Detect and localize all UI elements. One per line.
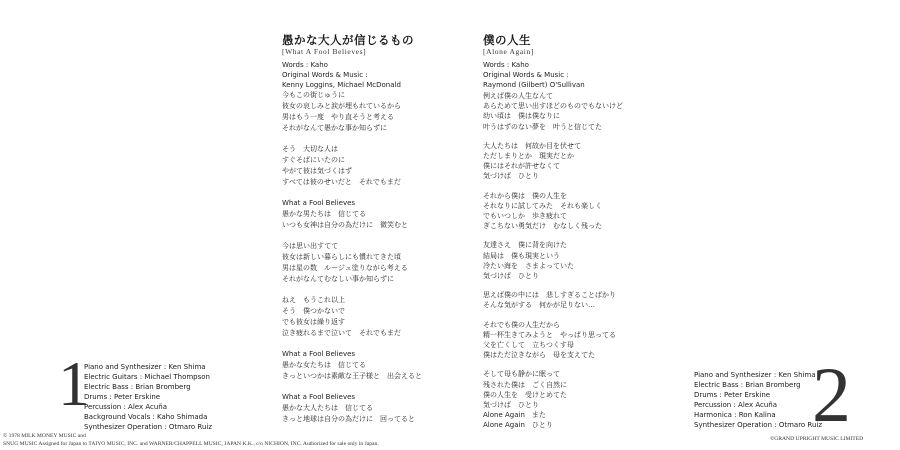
track-number-1: 1: [58, 348, 90, 419]
lyric-stanza: [282, 144, 422, 188]
song2-credit-original: Original Words & Music :: [483, 71, 569, 79]
lyric-stanza: [282, 241, 422, 285]
lyric-line: きっと地球は自分の為だけに 回ってると: [282, 415, 415, 423]
musician-credit: Electric Guitars : Michael Thompson: [84, 373, 210, 381]
lyric-line: 残された僕は ごく自然に: [483, 380, 567, 389]
lyric-line: 彼女の哀しみと涙が埋もれているから: [282, 102, 401, 110]
lyric-stanza: [282, 90, 422, 134]
musician-credit: Drums : Peter Erskine: [694, 391, 771, 399]
song1-subtitle: [What A Fool Believes]: [282, 47, 367, 56]
lyric-line: 気づけば ひとり: [483, 272, 539, 281]
lyric-line: 精一杯生きてみようと やっぱり思ってる: [483, 330, 616, 339]
lyric-stanza: [483, 91, 623, 132]
musician-credit: Synthesizer Operation : Otmaro Ruiz: [694, 421, 823, 429]
copyright-line: © 1978 MILK MONEY MUSIC and: [3, 433, 86, 439]
lyric-stanza: [483, 240, 623, 281]
lyric-line: 僕はただ泣きながら 母を支えてた: [483, 351, 595, 360]
lyric-line: 大人たちは 何故か目を伏せて: [483, 141, 581, 150]
lyric-line: それから僕は 僕の人生を: [483, 191, 567, 200]
song2-title: 僕の人生: [483, 33, 531, 47]
musician-credit: Electric Bass : Brian Bromberg: [694, 381, 801, 389]
lyric-stanza: [483, 141, 623, 182]
lyric-line: 愚かな女たちは 信じてる: [282, 361, 366, 369]
lyric-line: そう 大切な人は: [282, 145, 338, 153]
lyric-line: 僕の人生を 受けとめてた: [483, 390, 567, 399]
lyric-line: 愚かな男たちは 信じてる: [282, 210, 366, 218]
lyric-line: 冷たい海を さまよっていた: [483, 261, 574, 270]
lyric-stanza: [282, 295, 422, 339]
song1-lyrics: [282, 90, 422, 435]
lyric-stanza: [483, 369, 623, 430]
track-number-2: 2: [812, 351, 851, 438]
song2-copyright: ©GRAND UPRIGHT MUSIC LIMITED: [770, 436, 864, 442]
lyric-line: 父を亡くして 立ちつくす母: [483, 341, 574, 350]
song2-credit-words: Words : Kaho: [483, 61, 529, 69]
song1-copyright: [3, 432, 379, 448]
lyric-line: What a Fool Believes: [282, 199, 356, 207]
lyric-line: 泣き疲れるまで泣いて それでもまだ: [282, 329, 401, 337]
lyric-line: 叶うはずのない夢を 叶うと信じてた: [483, 122, 602, 131]
lyric-stanza: [282, 349, 422, 382]
song2-lyrics: [483, 91, 623, 440]
lyric-line: きっといつかは素敵な王子様と 出会えると: [282, 372, 422, 380]
lyric-line: そんな気がする 何かが足りない…: [483, 301, 595, 310]
lyric-stanza: [483, 320, 623, 361]
lyric-line: 幼い頃は 僕は僕なりに: [483, 112, 560, 121]
musician-credit: Harmonica : Ron Kalina: [694, 411, 776, 419]
lyric-stanza: [483, 290, 623, 310]
lyric-line: それがなんて愚かな事か知らずに: [282, 124, 387, 132]
song2-credit-composers: Raymond (Gilbert) O'Sullivan: [483, 81, 585, 89]
lyric-line: ただしまりとか 現実だとか: [483, 152, 574, 161]
lyric-line: 結局は 僕も現実という: [483, 251, 560, 260]
lyric-line: Alone Again ひとり: [483, 421, 553, 430]
musician-credit: Background Vocals : Kaho Shimada: [84, 413, 208, 421]
musician-credit: Percussion : Alex Acuña: [84, 403, 168, 411]
song1-musicians: [84, 362, 212, 432]
lyric-line: すべては彼のせいだと それでもまだ: [282, 178, 401, 186]
lyric-line: 今は思い出すてて: [282, 242, 339, 250]
musician-credit: Percussion : Alex Acuña: [694, 401, 778, 409]
musician-credit: Piano and Synthesizer : Ken Shima: [84, 363, 206, 371]
lyric-line: 思えば僕の中には 悲しすぎることばかり: [483, 291, 616, 300]
lyric-line: でもいつしか 歩き疲れて: [483, 212, 567, 221]
lyric-line: 男は星の数 ルージュ塗りながら考える: [282, 264, 408, 272]
lyric-stanza: [483, 191, 623, 232]
song2-musicians: [694, 370, 822, 430]
lyric-line: 今もこの街じゅうに: [282, 91, 345, 99]
lyric-line: あらためて思い出すほどのものでもないけど: [483, 102, 623, 111]
lyric-line: 男はもう一度 やり直そうと考える: [282, 113, 394, 121]
lyric-line: What a Fool Believes: [282, 393, 356, 401]
lyric-line: そして母も静かに眠って: [483, 370, 560, 379]
lyric-line: ねえ もうこれ以上: [282, 296, 345, 304]
copyright-line: SNUG MUSIC Assigned for Japan to TAIYO MUSIC, INC. and WARNER/CHAPPELL MUSIC, JAPAN K.K., c/o NICHION, INC. Authorized for sale only in Japan.: [3, 441, 379, 447]
song1-credit-composers: Kenny Loggins, Michael McDonald: [282, 81, 401, 89]
song1-credits: [282, 60, 401, 90]
lyric-line: でも彼女は繰り返す: [282, 318, 345, 326]
lyric-line: そう 僕つかないで: [282, 307, 345, 315]
lyric-line: それなりに試してみた それも楽しく: [483, 201, 602, 210]
lyric-line: やがて彼は気づくはず: [282, 167, 352, 175]
lyric-line: 彼女は新しい暮らしにも慣れてきた頃: [282, 253, 401, 261]
song2-subtitle: [Alone Again]: [483, 47, 534, 56]
lyric-line: すぐそばにいたのに: [282, 156, 345, 164]
lyric-line: いつも女神は自分の為だけに 微笑むと: [282, 221, 408, 229]
lyric-line: ぎこちない勇気だけ むなしく残った: [483, 222, 602, 231]
lyric-line: 気づけば ひとり: [483, 172, 539, 181]
lyric-line: 愚かな大人たちは 信じてる: [282, 404, 373, 412]
musician-credit: Drums : Peter Erskine: [84, 393, 161, 401]
musician-credit: Electric Bass : Brian Bromberg: [84, 383, 191, 391]
lyric-line: それがなんてむなしい事か知らずに: [282, 275, 394, 283]
lyric-line: 友達さえ 僕に背を向けた: [483, 241, 567, 250]
lyric-line: 例えば僕の人生なんて: [483, 92, 553, 100]
lyric-stanza: [282, 392, 422, 425]
song2-credits: [483, 60, 585, 90]
lyric-line: What a Fool Believes: [282, 350, 356, 358]
song1-title: 愚かな大人が信じるもの: [282, 33, 414, 47]
musician-credit: Synthesizer Operation : Otmaro Ruiz: [84, 423, 213, 431]
lyric-line: Alone Again また: [483, 411, 546, 420]
song1-credit-words: Words : Kaho: [282, 61, 328, 69]
musician-credit: Piano and Synthesizer : Ken Shima: [694, 371, 816, 379]
lyric-stanza: [282, 198, 422, 231]
song1-credit-original: Original Words & Music :: [282, 71, 368, 79]
lyric-line: それでも僕の人生だから: [483, 320, 560, 329]
lyric-line: 僕にはそれが許せなくて: [483, 162, 560, 171]
lyric-line: 気づけば ひとり: [483, 401, 539, 410]
